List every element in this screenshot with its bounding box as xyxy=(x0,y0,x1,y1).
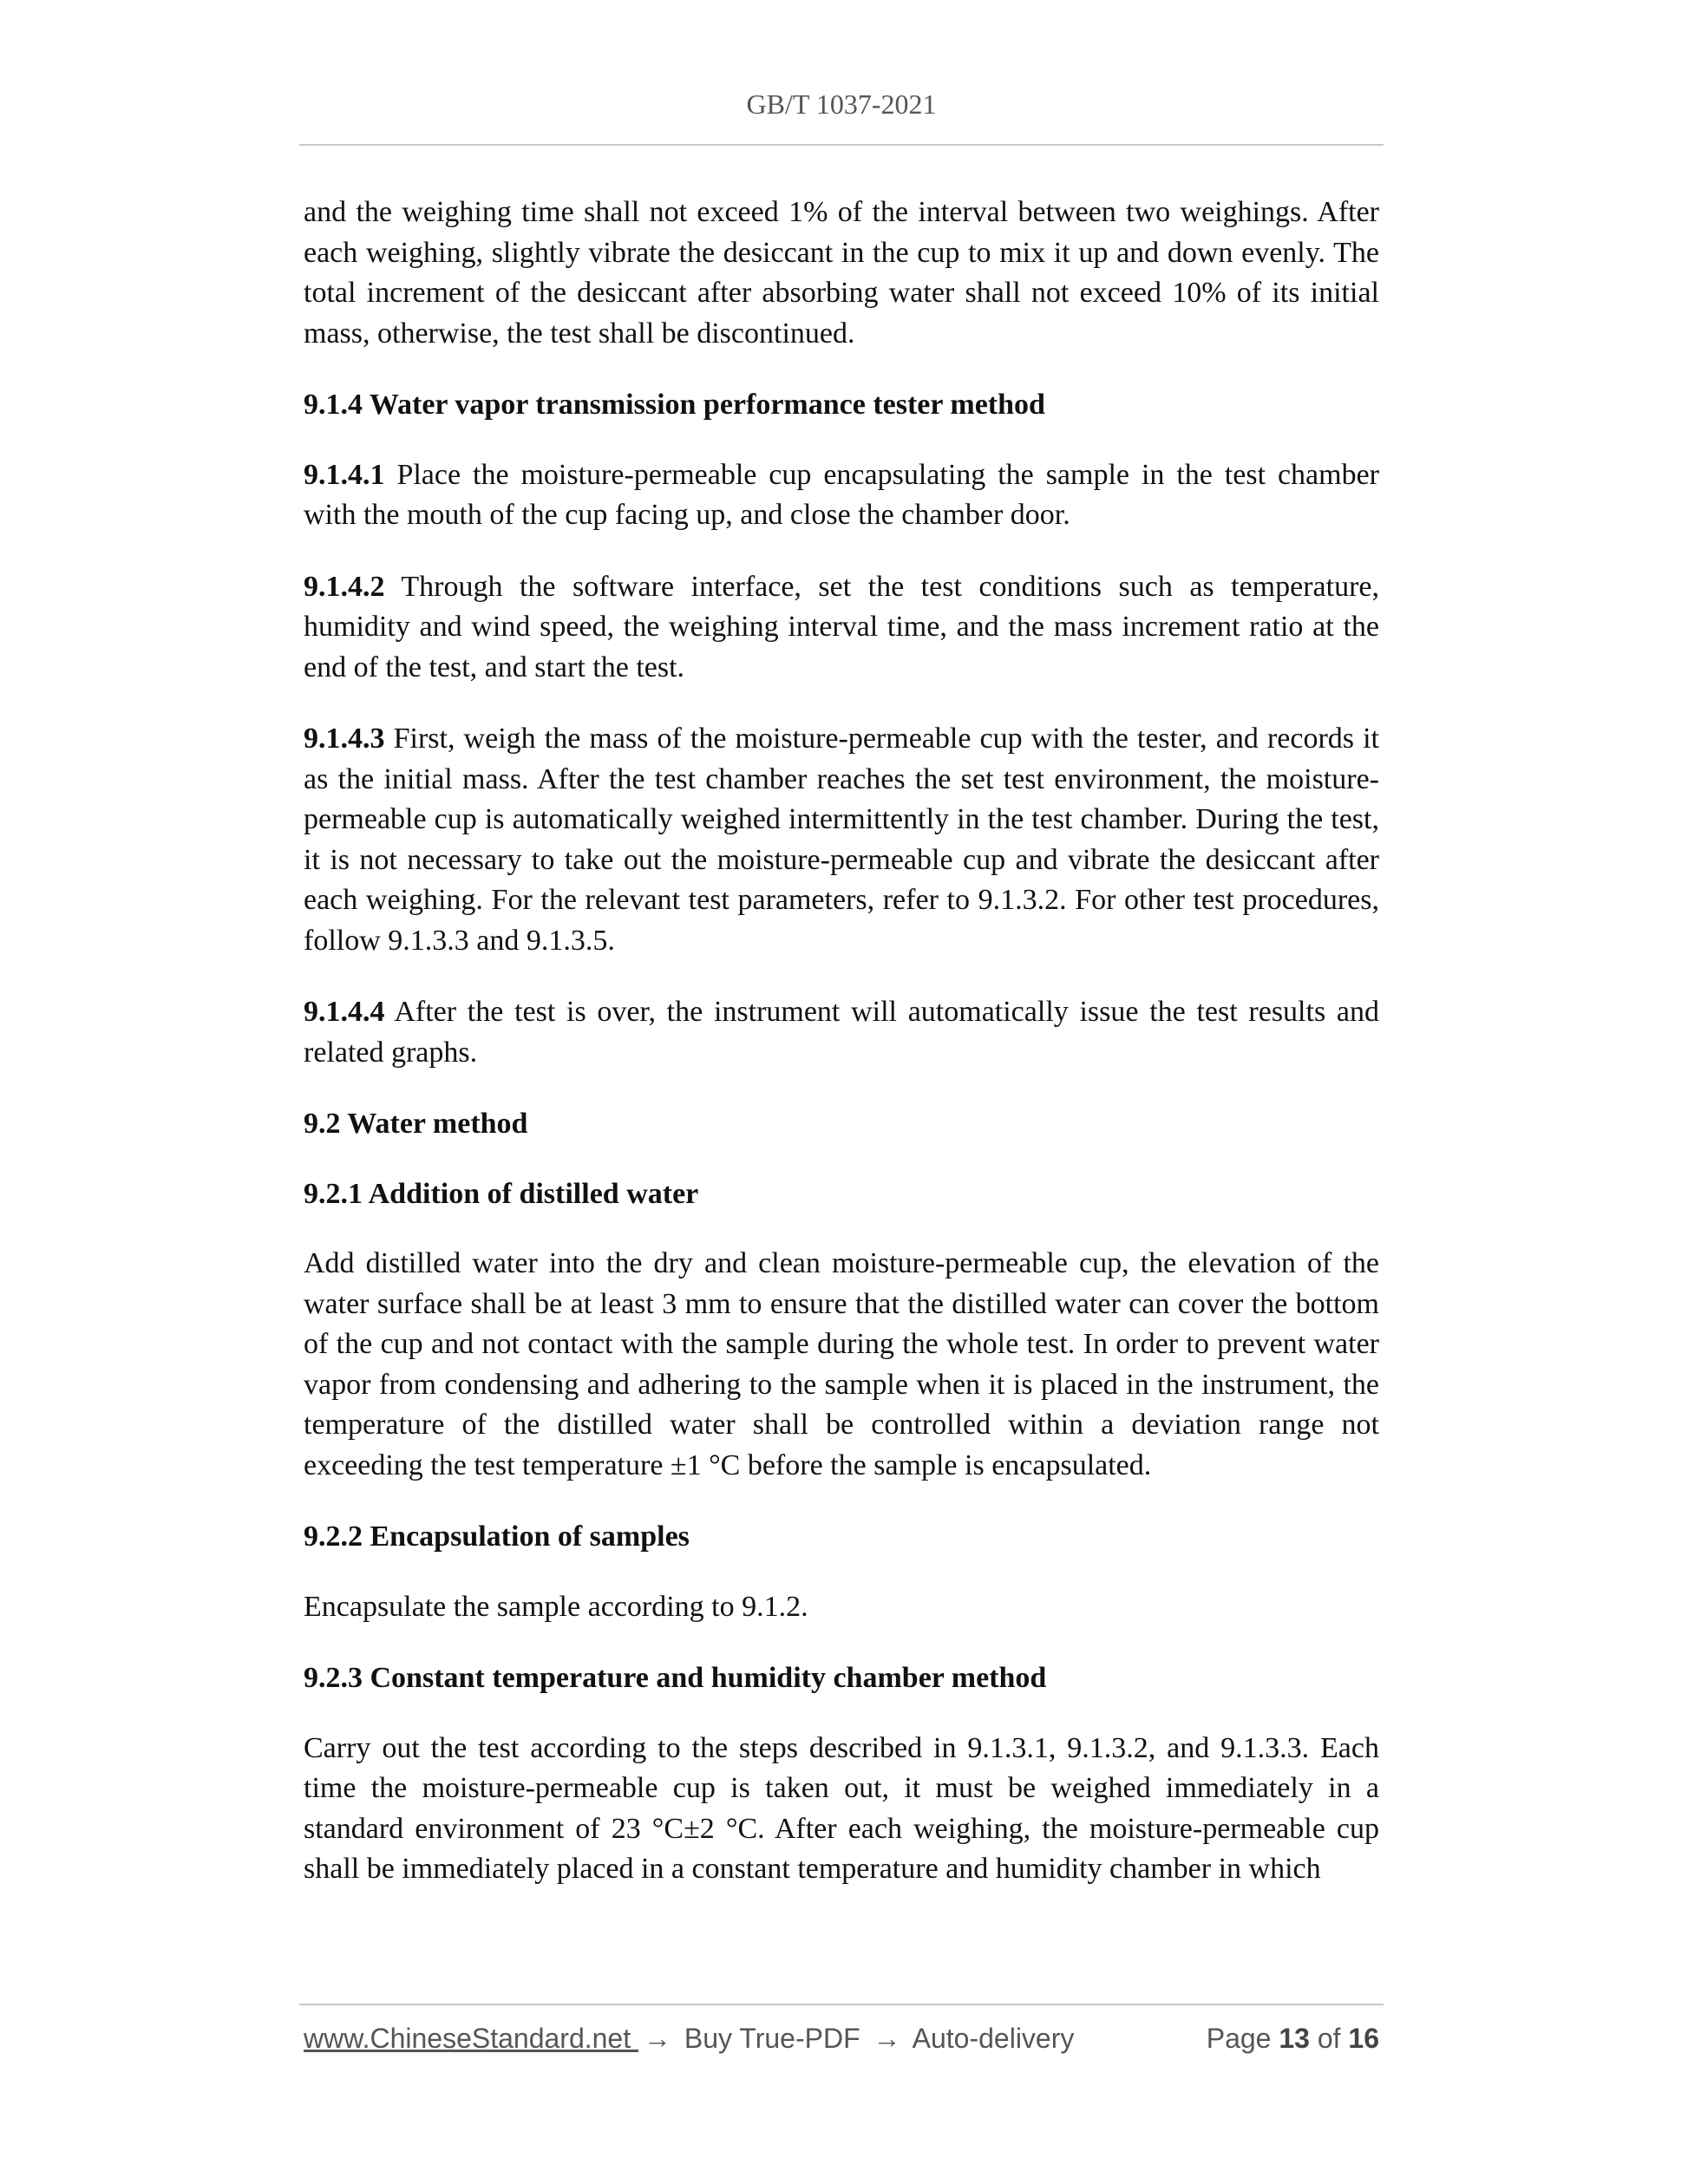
clause-text: First, weigh the mass of the moisture-permeable cup with the tester, and records it as the initial mass. After the test chamber reaches the set test environment, the moisture-permeable cup is automatically weighed intermittently in the test chamber. During the test, it is not necessary to take out the moisture-permeable cup and vibrate the desiccant after each weighing. For the relevant test parameters, refer to 9.1.3.2. For other test procedures, follow 9.1.3.3 and 9.1.3.5. xyxy=(304,723,1379,957)
heading-9-2-3: 9.2.3 Constant temperature and humidity chamber method xyxy=(304,1662,1047,1694)
heading-9-2-1: 9.2.1 Addition of distilled water xyxy=(304,1177,699,1210)
heading-9-2: 9.2 Water method xyxy=(304,1108,528,1140)
document-body xyxy=(304,193,1379,1921)
paragraph-distilled-water: Add distilled water into the dry and clean moisture-permeable cup, the elevation of the water surface shall be at least 3 mm to ensure that the distilled water can cover the bottom of the cup and not contact with the sample during the whole test. In order to prevent water vapor from condensing and adhering to the sample when it is placed in the instrument, the temperature of the distilled water shall be controlled within a deviation range not exceeding the test temperature ±1 °C before the sample is encapsulated. xyxy=(304,1247,1379,1481)
clause-number: 9.1.4.4 xyxy=(304,996,385,1028)
arrow-right-icon: → xyxy=(873,2023,901,2054)
arrow-right-icon: → xyxy=(644,2023,671,2054)
heading-9-1-4: 9.1.4 Water vapor transmission performance tester method xyxy=(304,389,1045,421)
clause-9-1-4-3 xyxy=(304,719,1379,961)
footer-divider xyxy=(299,2004,1384,2005)
footer-links xyxy=(304,2023,1074,2055)
clause-text: Through the software interface, set the test conditions such as temperature, humidity and wind speed, the weighing interval time, and the mass increment ratio at the end of the test, and start the test. xyxy=(304,570,1379,683)
document-header: GB/T 1037-2021 xyxy=(746,88,937,120)
heading-9-2-2: 9.2.2 Encapsulation of samples xyxy=(304,1520,690,1553)
paragraph-continuation: and the weighing time shall not exceed 1% of the interval between two weighings. After each weighing, slightly vibrate the desiccant in the cup to mix it up and down evenly. The total increment of the desiccant after absorbing water shall not exceed 10% of its initial mass, otherwise, the test shall be discontinued. xyxy=(304,196,1379,350)
page-indicator xyxy=(1207,2023,1379,2055)
page-footer xyxy=(304,2023,1379,2055)
page-current: 13 xyxy=(1279,2023,1310,2054)
clause-text: After the test is over, the instrument will automatically issue the test results and related graphs. xyxy=(304,996,1379,1069)
clause-number: 9.1.4.1 xyxy=(304,458,385,491)
page-of: of xyxy=(1309,2023,1349,2054)
delivery-text: Auto-delivery xyxy=(906,2023,1075,2054)
clause-number: 9.1.4.3 xyxy=(304,723,385,755)
paragraph-chamber-method: Carry out the test according to the steps described in 9.1.3.1, 9.1.3.2, and 9.1.3.3. Each time the moisture-permeable cup is taken out, it must be weighed immediately in a standard environment of 23 °C±2 °C. After each weighing, the moisture-permeable cup shall be immediately placed in a constant temperature and humidity chamber in which xyxy=(304,1731,1379,1885)
clause-text: Place the moisture-permeable cup encapsulating the sample in the test chamber with the mouth of the cup facing up, and close the chamber door. xyxy=(304,458,1379,531)
clause-number: 9.1.4.2 xyxy=(304,570,385,603)
page-label: Page xyxy=(1206,2023,1279,2054)
page-total: 16 xyxy=(1348,2023,1379,2054)
clause-9-1-4-4 xyxy=(304,992,1379,1073)
paragraph-encapsulate: Encapsulate the sample according to 9.1.2. xyxy=(304,1590,808,1623)
clause-9-1-4-1 xyxy=(304,455,1379,536)
site-link[interactable]: www.ChineseStandard.net xyxy=(304,2023,638,2054)
header-divider xyxy=(299,144,1384,146)
clause-9-1-4-2 xyxy=(304,567,1379,689)
buy-text: Buy True-PDF xyxy=(677,2023,868,2054)
